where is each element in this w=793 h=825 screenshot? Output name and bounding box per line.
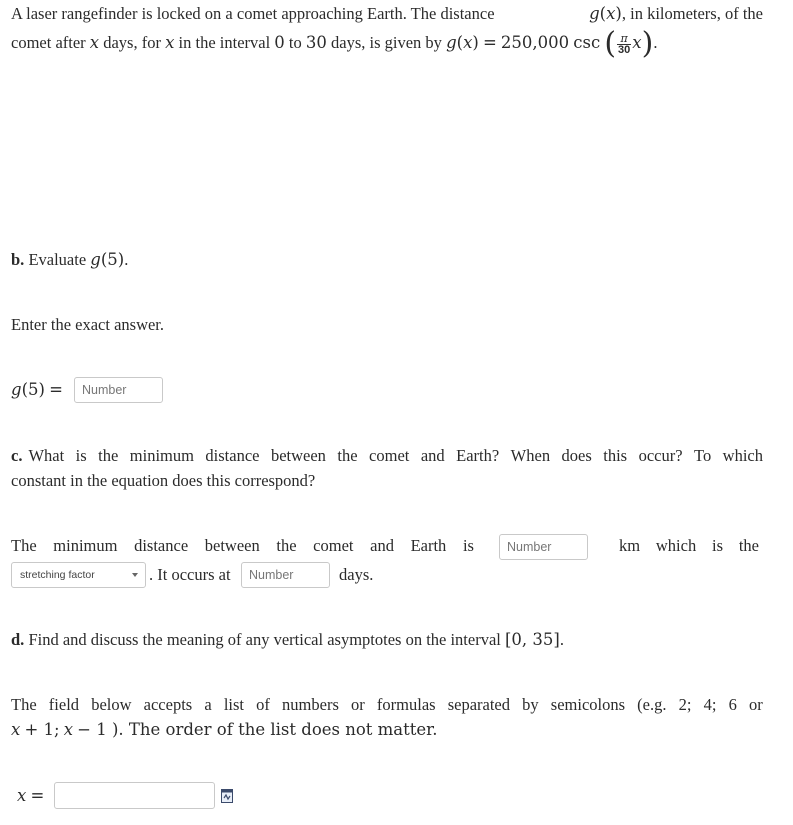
formula: g(x) = 250,000 csc ( $\frac{\pi}{30}$ x). [446, 26, 658, 62]
part-d-note-word: numbers [282, 695, 339, 714]
part-d-note-word: below [91, 695, 132, 714]
note-text-c: − 1 ). The order of the list does not matter. [77, 720, 438, 739]
part-d-note-word: The [11, 695, 37, 714]
frac-den: 30 [618, 43, 631, 56]
part-c-question-word: the [98, 446, 119, 465]
part-c-answer-word: Earth [410, 536, 447, 555]
intro-text-to: to [288, 33, 302, 52]
formula-fn: g [446, 33, 457, 52]
part-c-days-text: days. [339, 565, 374, 584]
formula-coef: 250,000 [500, 33, 570, 52]
intro-function: g(x), in kilometers, of the [589, 4, 763, 23]
part-c-after-word: km [619, 536, 641, 555]
intro-text-d: days, is given by [331, 33, 442, 52]
part-c-answer-word: the [276, 536, 297, 555]
part-d-note-word: accepts [143, 695, 193, 714]
part-b-end: . [124, 250, 129, 269]
select-value: stretching factor [20, 569, 95, 581]
part-d-note-word: (e.g. [637, 695, 667, 714]
part-c-question-word: is [75, 446, 87, 465]
part-d-note-word: semicolons [550, 695, 626, 714]
part-d-note-word: or [351, 695, 365, 714]
part-c-question-word: this [603, 446, 628, 465]
part-c-occurs-text: . It occurs at [149, 565, 231, 584]
formula-csc: csc [573, 33, 601, 52]
part-c-question-word: does [561, 446, 592, 465]
intro-line-1 [11, 4, 763, 24]
part-c-question-word: comet [369, 446, 410, 465]
fn-g: g [589, 4, 600, 23]
chevron-down-icon [132, 573, 138, 577]
var-x: x [89, 33, 100, 52]
part-b-answer-label: g(5) = [11, 380, 63, 399]
part-c-question-word: When [510, 446, 551, 465]
part-d-question [11, 630, 564, 650]
part-c-answer-word: is [462, 536, 474, 555]
var-x: x [11, 720, 21, 739]
part-d-note-word: 2; [678, 695, 692, 714]
intro-text-a: comet after [11, 33, 86, 52]
var-x: x [165, 33, 175, 52]
part-c-answer-word: and [370, 536, 394, 555]
num-zero: 0 [274, 33, 285, 52]
part-c-question-word: What [28, 446, 65, 465]
num-thirty: 30 [305, 33, 327, 52]
part-d-note-word: by [522, 695, 539, 714]
part-d-note-word: 4; [703, 695, 717, 714]
var-x: x [63, 720, 74, 739]
frac-num: π [617, 34, 631, 45]
part-d-answer-label [17, 786, 44, 806]
part-c-question-line-2: constant in the equation does this correspond? [11, 471, 316, 490]
part-d-end: . [559, 630, 564, 649]
part-c-question-word: occur? [638, 446, 683, 465]
part-c-question-text [28, 446, 763, 466]
formula-eq: = [482, 33, 497, 52]
part-c-question-word: the [337, 446, 358, 465]
part-c-question-word: and [420, 446, 445, 465]
part-c-answer-word: minimum [53, 536, 118, 555]
part-c-question-word: distance [205, 446, 260, 465]
part-d-note-word: 6 [728, 695, 737, 714]
equals-sign: = [30, 786, 45, 805]
part-b-text: Evaluate [28, 250, 87, 269]
part-b-label: b. [11, 250, 25, 269]
part-c-after-word: the [738, 536, 759, 555]
fn-arg: 5 [28, 380, 39, 399]
interval: [0, 35] [505, 630, 560, 649]
part-d-note-line-1 [11, 695, 763, 715]
part-d-note-word: list [223, 695, 245, 714]
fn-g: g [11, 380, 22, 399]
constant-select[interactable] [11, 562, 146, 588]
part-d-text: Find and discuss the meaning of any vertical asymptotes on the interval [28, 630, 501, 649]
intro-text: A laser rangefinder is locked on a comet approaching Earth. The distance [11, 4, 495, 23]
part-c-after-distance [619, 536, 759, 556]
formula-arg: x [463, 33, 473, 52]
intro-text-b: days, for [103, 33, 161, 52]
part-c-question-word: To [694, 446, 712, 465]
part-d-label: d. [11, 630, 25, 649]
var-x: x [17, 786, 27, 805]
part-c-after-word: which [655, 536, 697, 555]
part-b-instruction: Enter the exact answer. [11, 315, 165, 334]
intro-tail: , in kilometers, of the [621, 4, 763, 23]
part-d-note-word: a [204, 695, 212, 714]
part-c-after-word: is [712, 536, 724, 555]
part-d-note-word: of [256, 695, 270, 714]
equals-sign: = [49, 380, 63, 399]
part-d-note-word: separated [447, 695, 510, 714]
formula-var: x [632, 33, 642, 52]
part-c-answer-word: The [11, 536, 37, 555]
part-c-label: c. [11, 446, 23, 465]
part-c-question-word: which [722, 446, 763, 465]
fn-arg: 5 [107, 250, 118, 269]
part-c-answer-word: between [204, 536, 260, 555]
formula-end: . [653, 33, 658, 52]
part-d-note-word: or [749, 695, 763, 714]
part-c-answer-word: comet [313, 536, 354, 555]
fn-g: g [90, 250, 101, 269]
part-c-question-word: minimum [129, 446, 194, 465]
formula-fraction [617, 31, 631, 56]
part-b-question: b. Evaluate g(5). [11, 250, 129, 269]
part-d-note-word: field [48, 695, 80, 714]
fn-arg: x [606, 4, 616, 23]
note-text-a: + 1; [24, 720, 60, 739]
part-c-answer-word: distance [134, 536, 189, 555]
asymptote-input[interactable] [54, 782, 215, 809]
part-b-answer-input[interactable]: Number [74, 377, 163, 403]
time-input[interactable]: Number [241, 562, 330, 588]
formula-preview-icon[interactable] [221, 788, 233, 802]
distance-input[interactable]: Number [499, 534, 588, 560]
part-c-answer-line-1 [11, 536, 474, 556]
intro-line-2 [11, 26, 658, 62]
part-d-note-word: formulas [376, 695, 436, 714]
part-c-question-word: Earth? [456, 446, 500, 465]
intro-text-c: in the interval [178, 33, 271, 52]
part-c-question-line-1 [11, 446, 763, 466]
part-c-question-word: between [270, 446, 326, 465]
part-d-note-line-2 [11, 720, 438, 740]
